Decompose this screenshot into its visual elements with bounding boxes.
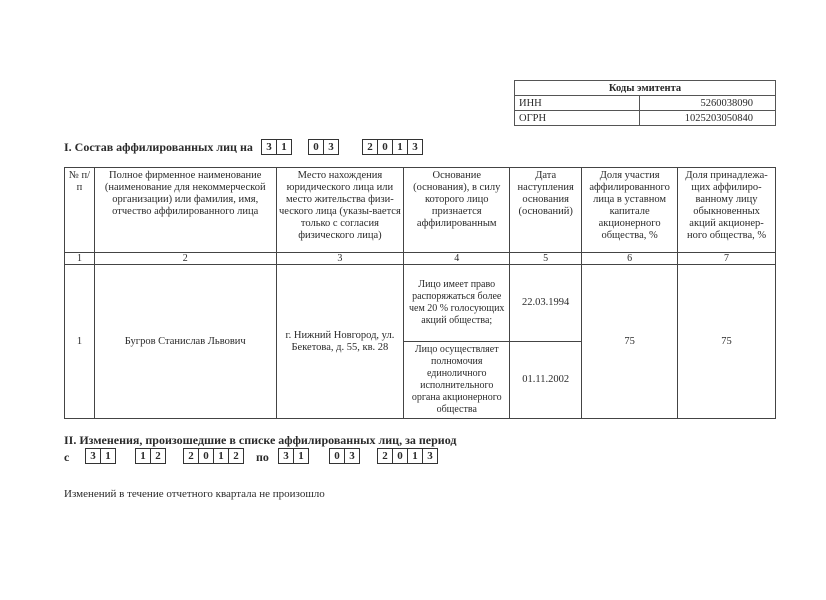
section2-title: II. Изменения, произошедшие в списке аффилированных лиц, за период xyxy=(64,433,457,447)
col-number: 7 xyxy=(678,253,776,265)
digit-box: 1 xyxy=(135,448,151,464)
digit-box: 0 xyxy=(329,448,345,464)
section1-year-boxes xyxy=(363,139,423,155)
table-header-row xyxy=(65,168,776,253)
table-row xyxy=(65,265,776,342)
col-number: 4 xyxy=(404,253,510,265)
digit-box: 1 xyxy=(213,448,229,464)
col-number: 3 xyxy=(276,253,404,265)
to-year-boxes xyxy=(378,448,438,464)
affiliate-address: г. Нижний Новгород, ул. Бекетова, д. 55, кв. 28 xyxy=(276,265,404,419)
column-number-row xyxy=(65,253,776,265)
col-header-common-share: Доля принадлежа-щих аффилиро-ванному лицу обыкновенных акций акционер-ного общества, % xyxy=(678,168,776,253)
issuer-codes-header: Коды эмитента xyxy=(515,81,776,96)
inn-label: ИНН xyxy=(515,96,640,111)
digit-box: 1 xyxy=(276,139,292,155)
ogrn-value: 1025203050840 xyxy=(640,111,776,126)
section1-day-boxes xyxy=(262,139,292,155)
digit-box: 3 xyxy=(278,448,294,464)
period-from-label: с xyxy=(64,450,70,464)
basis-text: Лицо осуществляет полномочия единоличного исполнительного органа акционерного общества xyxy=(404,342,510,419)
digit-box: 3 xyxy=(261,139,277,155)
basis-date: 01.11.2002 xyxy=(510,342,582,419)
basis-date: 22.03.1994 xyxy=(510,265,582,342)
col-header-basis: Основание (основания), в силу которого лицо признается аффилированным xyxy=(404,168,510,253)
section1-month-boxes xyxy=(309,139,339,155)
digit-box: 1 xyxy=(293,448,309,464)
inn-value: 5260038090 xyxy=(640,96,776,111)
to-day-boxes xyxy=(279,448,309,464)
digit-box: 2 xyxy=(362,139,378,155)
col-number: 5 xyxy=(510,253,582,265)
digit-box: 2 xyxy=(150,448,166,464)
col-header-location: Место нахождения юридического лица или место жительства физи-ческого лица (указы-вается только с согласия физического лица) xyxy=(276,168,404,253)
col-header-number: № п/п xyxy=(65,168,95,253)
digit-box: 3 xyxy=(422,448,438,464)
capital-share-value: 75 xyxy=(582,265,678,419)
digit-box: 1 xyxy=(392,139,408,155)
affiliate-name: Бугров Станислав Львович xyxy=(94,265,276,419)
digit-box: 2 xyxy=(228,448,244,464)
digit-box: 3 xyxy=(407,139,423,155)
issuer-codes-table xyxy=(514,80,776,126)
to-month-boxes xyxy=(330,448,360,464)
from-year-boxes xyxy=(184,448,244,464)
from-day-boxes xyxy=(86,448,116,464)
digit-box: 2 xyxy=(183,448,199,464)
digit-box: 0 xyxy=(198,448,214,464)
digit-box: 0 xyxy=(308,139,324,155)
digit-box: 1 xyxy=(407,448,423,464)
basis-text: Лицо имеет право распоряжаться более чем 20 % голосующих акций общества; xyxy=(404,265,510,342)
col-header-capital-share: Доля участия аффилированного лица в уставном капитале акционерного общества, % xyxy=(582,168,678,253)
row-number: 1 xyxy=(65,265,95,419)
digit-box: 0 xyxy=(392,448,408,464)
affiliates-table xyxy=(64,167,776,419)
ogrn-label: ОГРН xyxy=(515,111,640,126)
no-changes-note: Изменений в течение отчетного квартала не произошло xyxy=(64,488,325,500)
digit-box: 2 xyxy=(377,448,393,464)
section1-title: I. Состав аффилированных лиц на xyxy=(64,140,253,154)
col-header-date: Дата наступления основания (оснований) xyxy=(510,168,582,253)
digit-box: 0 xyxy=(377,139,393,155)
digit-box: 3 xyxy=(344,448,360,464)
period-to-label: по xyxy=(256,450,269,464)
col-number: 2 xyxy=(94,253,276,265)
digit-box: 3 xyxy=(85,448,101,464)
common-share-value: 75 xyxy=(678,265,776,419)
col-number: 6 xyxy=(582,253,678,265)
col-header-name: Полное фирменное наименование (наименование для некоммерческой организации) или фамилия, имя, отчество аффилированного лица xyxy=(94,168,276,253)
from-month-boxes xyxy=(136,448,166,464)
digit-box: 3 xyxy=(323,139,339,155)
digit-box: 1 xyxy=(100,448,116,464)
col-number: 1 xyxy=(65,253,95,265)
